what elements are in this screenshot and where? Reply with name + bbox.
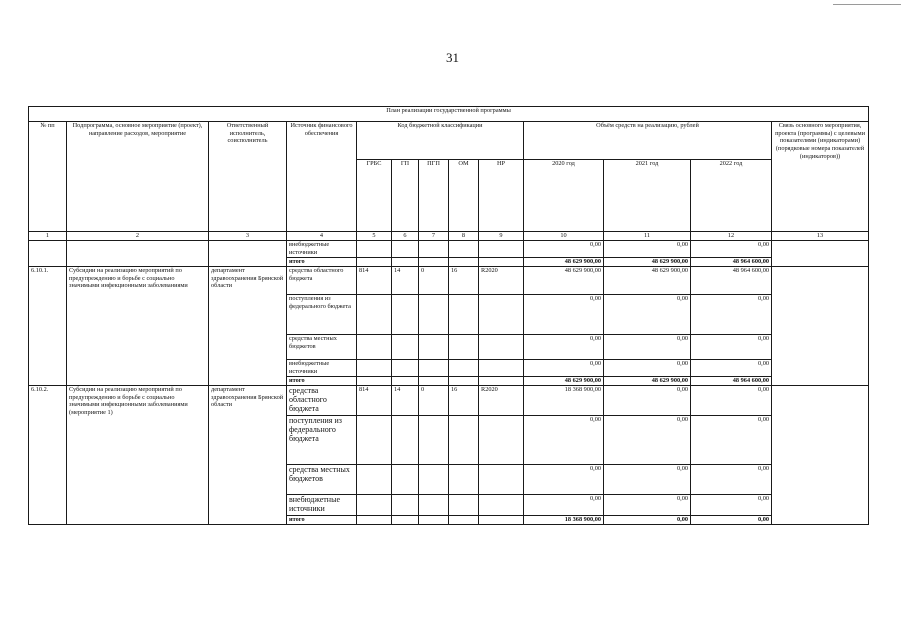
- column-number: 4: [287, 232, 357, 241]
- code-nr: R2020: [479, 267, 524, 295]
- column-number: 11: [604, 232, 691, 241]
- value-2020: 18 368 900,00: [524, 516, 604, 525]
- scan-edge-mark: [833, 4, 901, 5]
- source-cell: средства местных бюджетов: [287, 465, 357, 495]
- source-cell: поступления из федерального бюджета: [287, 416, 357, 465]
- value-2021: 48 629 900,00: [604, 258, 691, 267]
- value-2022: 0,00: [691, 465, 772, 495]
- header-grbs: ГРБС: [357, 160, 392, 232]
- code-om: 16: [449, 386, 479, 416]
- header-2022: 2022 год: [691, 160, 772, 232]
- column-number: 10: [524, 232, 604, 241]
- source-cell: средства местных бюджетов: [287, 335, 357, 360]
- code-pgp: 0: [419, 386, 449, 416]
- source-cell: средства областного бюджета: [287, 386, 357, 416]
- cell-empty: [67, 241, 209, 267]
- value-2020: 48 629 900,00: [524, 258, 604, 267]
- header-2020: 2020 год: [524, 160, 604, 232]
- header-om: ОМ: [449, 160, 479, 232]
- header-source: Источник финансового обеспечения: [287, 122, 357, 232]
- code-om: 16: [449, 267, 479, 295]
- column-number: 12: [691, 232, 772, 241]
- header-pgp: ПГП: [419, 160, 449, 232]
- header-budget-code: Код бюджетной классификации: [357, 122, 524, 160]
- value-2020: 48 629 900,00: [524, 377, 604, 386]
- page-number: 31: [446, 50, 459, 65]
- table-row: [29, 267, 869, 295]
- value-2020: 0,00: [524, 360, 604, 377]
- header-volume: Объём средств на реализацию, рублей: [524, 122, 772, 160]
- header-link: Связь основного мероприятия, проекта (программы) с целевыми показателями (индикаторами) (порядковые номера показателей (индикаторов)): [772, 122, 869, 232]
- value-2022: 0,00: [691, 386, 772, 416]
- source-cell: внебюджетные источники: [287, 241, 357, 258]
- measure-number: 6.10.1.: [29, 267, 67, 386]
- value-2020: 0,00: [524, 241, 604, 258]
- source-cell: итого: [287, 258, 357, 267]
- value-2020: 0,00: [524, 495, 604, 516]
- source-cell: итого: [287, 516, 357, 525]
- value-2022: 0,00: [691, 495, 772, 516]
- measure-title: Субсидии на реализацию мероприятий по предупреждению и борьбе с социально значимыми инфекционными заболеваниями: [67, 267, 209, 386]
- value-2020: 0,00: [524, 335, 604, 360]
- value-2022: 0,00: [691, 241, 772, 258]
- column-number: 1: [29, 232, 67, 241]
- value-2021: 0,00: [604, 386, 691, 416]
- header-nr: НР: [479, 160, 524, 232]
- value-2022: 0,00: [691, 416, 772, 465]
- header-num: № пп: [29, 122, 67, 232]
- value-2021: 0,00: [604, 360, 691, 377]
- value-2020: 48 629 900,00: [524, 267, 604, 295]
- column-number: 3: [209, 232, 287, 241]
- code-nr: R2020: [479, 386, 524, 416]
- source-cell: средства областного бюджета: [287, 267, 357, 295]
- header-executor: Ответственный исполнитель, соисполнитель: [209, 122, 287, 232]
- value-2021: 0,00: [604, 295, 691, 335]
- header-subprogram: Подпрограмма, основное мероприятие (проект), направление расходов, мероприятие: [67, 122, 209, 232]
- code-grbs: 814: [357, 386, 392, 416]
- value-2020: 0,00: [524, 295, 604, 335]
- header-2021: 2021 год: [604, 160, 691, 232]
- column-number: 7: [419, 232, 449, 241]
- code-grbs: 814: [357, 267, 392, 295]
- value-2022: 0,00: [691, 360, 772, 377]
- header-gp: ГП: [392, 160, 419, 232]
- value-2022: 0,00: [691, 295, 772, 335]
- value-2021: 0,00: [604, 241, 691, 258]
- program-plan-table: [28, 106, 869, 525]
- cell-empty: [29, 241, 67, 267]
- source-cell: итого: [287, 377, 357, 386]
- value-2020: 0,00: [524, 465, 604, 495]
- value-2021: 0,00: [604, 335, 691, 360]
- value-2020: 0,00: [524, 416, 604, 465]
- value-2022: 0,00: [691, 516, 772, 525]
- table-row: [29, 386, 869, 416]
- cell-empty: [209, 241, 287, 267]
- code-gp: 14: [392, 386, 419, 416]
- code-pgp: 0: [419, 267, 449, 295]
- measure-executor: департамент здравоохранения Брянской области: [209, 386, 287, 525]
- column-number: 2: [67, 232, 209, 241]
- column-number: 13: [772, 232, 869, 241]
- measure-number: 6.10.2.: [29, 386, 67, 525]
- column-number: 9: [479, 232, 524, 241]
- column-number: 5: [357, 232, 392, 241]
- value-2021: 48 629 900,00: [604, 377, 691, 386]
- value-2020: 18 368 900,00: [524, 386, 604, 416]
- column-number: 6: [392, 232, 419, 241]
- value-2021: 0,00: [604, 516, 691, 525]
- source-cell: внебюджетные источники: [287, 495, 357, 516]
- measure-executor: департамент здравоохранения Брянской области: [209, 267, 287, 386]
- table-title: План реализации государственной программы: [29, 107, 869, 122]
- table-row: [29, 241, 869, 258]
- value-2022: 0,00: [691, 335, 772, 360]
- value-2022: 48 964 600,00: [691, 258, 772, 267]
- measure-title: Субсидии на реализацию мероприятий по предупреждению и борьбе с социально значимыми инфекционными заболеваниями (мероприятие 1): [67, 386, 209, 525]
- value-2022: 48 964 600,00: [691, 377, 772, 386]
- source-cell: внебюджетные источники: [287, 360, 357, 377]
- value-2021: 48 629 900,00: [604, 267, 691, 295]
- code-gp: 14: [392, 267, 419, 295]
- column-number: 8: [449, 232, 479, 241]
- value-2021: 0,00: [604, 465, 691, 495]
- source-cell: поступления из федерального бюджета: [287, 295, 357, 335]
- value-2021: 0,00: [604, 416, 691, 465]
- value-2022: 48 964 600,00: [691, 267, 772, 295]
- value-2021: 0,00: [604, 495, 691, 516]
